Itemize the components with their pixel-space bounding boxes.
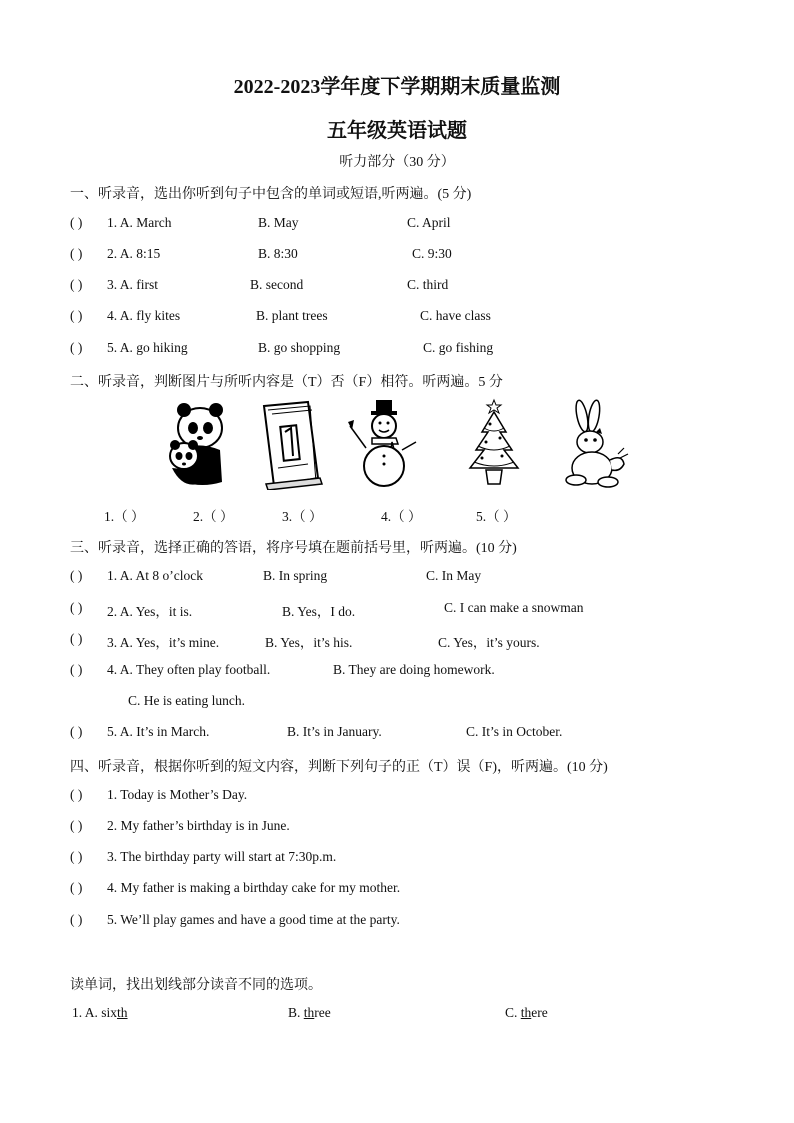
statement: 1. Today is Mother’s Day. [107,787,248,802]
answer-paren: ( ) [70,340,83,355]
exam-title: 2022-2023学年度下学期期末质量监测 [233,76,561,98]
section5-heading: 读单词，找出划线部分读音不同的选项。 [70,978,322,993]
section2-heading: 二、听录音，判断图片与所听内容是（T）否（F）相符。听两遍。5 分 [70,375,503,390]
option-c: C. have class [420,308,491,323]
rabbit-icon [562,398,632,490]
option-a: 3. A. Yes，it’s mine. [107,635,220,650]
answer-paren: ( ) [70,662,83,677]
answer-blank: 5.（ ） [476,509,517,524]
option-b: B. It’s in January. [287,724,382,739]
option-text: B. [288,1005,304,1020]
answer-blank: 3.（ ） [282,509,323,524]
answer-blank: 2.（ ） [193,509,234,524]
option-b: B. In spring [263,568,328,583]
statement: 5. We’ll play games and have a good time at the party. [107,912,400,927]
answer-paren: ( ) [70,246,83,261]
option-b: B. May [258,215,299,230]
option-a: 2. A. 8:15 [107,246,161,261]
answer-paren: ( ) [70,724,83,739]
answer-paren: ( ) [70,787,83,802]
section4-heading: 四、听录音，根据你听到的短文内容，判断下列句子的正（T）误（F)，听两遍。(10 分) [70,760,608,775]
option-c: C. 9:30 [412,246,452,261]
christmas-tree-icon [456,398,532,490]
answer-paren: ( ) [70,880,83,895]
answer-paren: ( ) [70,277,83,292]
underlined-letters: th [303,1005,315,1020]
option-b: B. 8:30 [258,246,298,261]
option-a: 5. A. go hiking [107,340,188,355]
phonics-option-a [72,1005,128,1021]
option-a: 2. A. Yes，it is. [107,604,193,619]
answer-paren: ( ) [70,308,83,323]
answer-paren: ( ) [70,215,83,230]
option-b: B. They are doing homework. [333,662,495,677]
option-b: B. Yes，it’s his. [265,635,353,650]
statement: 3. The birthday party will start at 7:30p.m. [107,849,337,864]
option-c: C. He is eating lunch. [128,693,245,708]
snowman-icon [346,398,422,490]
exam-subtitle: 五年级英语试题 [327,120,467,142]
section1-heading: 一、听录音，选出你听到句子中包含的单词或短语,听两遍。(5 分) [70,187,472,202]
panda-icon [162,398,228,490]
option-c: C. April [407,215,451,230]
phonics-option-b [288,1005,331,1021]
picture-row [150,398,650,498]
part-label: 听力部分（30 分） [339,155,455,170]
option-a: 1. A. March [107,215,172,230]
answer-paren: ( ) [70,849,83,864]
option-b: B. go shopping [258,340,341,355]
option-b: B. Yes，I do. [282,604,356,619]
calendar-icon [258,398,324,490]
option-c: C. It’s in October. [466,724,563,739]
answer-paren: ( ) [70,568,83,583]
option-a: 5. A. It’s in March. [107,724,210,739]
option-text: ree [314,1005,331,1020]
option-a: 1. A. At 8 o’clock [107,568,203,583]
statement: 2. My father’s birthday is in June. [107,818,290,833]
option-a: 3. A. first [107,277,159,292]
underlined-letters: th [520,1005,532,1020]
option-b: B. second [250,277,304,292]
answer-paren: ( ) [70,631,83,646]
answer-blank: 1.（ ） [104,509,145,524]
option-a: 4. A. fly kites [107,308,181,323]
option-text: ere [531,1005,548,1020]
section3-heading: 三、听录音，选择正确的答语，将序号填在题前括号里，听两遍。(10 分) [70,541,517,556]
answer-paren: ( ) [70,818,83,833]
option-text: C. [505,1005,521,1020]
option-c: C. go fishing [423,340,494,355]
option-c: C. third [407,277,449,292]
option-c: C. In May [426,568,482,583]
option-text: 1. A. six [72,1005,118,1020]
phonics-option-c [505,1005,548,1021]
option-c: C. Yes，it’s yours. [438,635,540,650]
statement: 4. My father is making a birthday cake for my mother. [107,880,401,895]
answer-blank: 4.（ ） [381,509,422,524]
option-c: C. I can make a snowman [444,600,584,615]
option-a: 4. A. They often play football. [107,662,271,677]
underlined-letters: th [117,1005,128,1020]
answer-paren: ( ) [70,600,83,615]
answer-paren: ( ) [70,912,83,927]
option-b: B. plant trees [256,308,328,323]
